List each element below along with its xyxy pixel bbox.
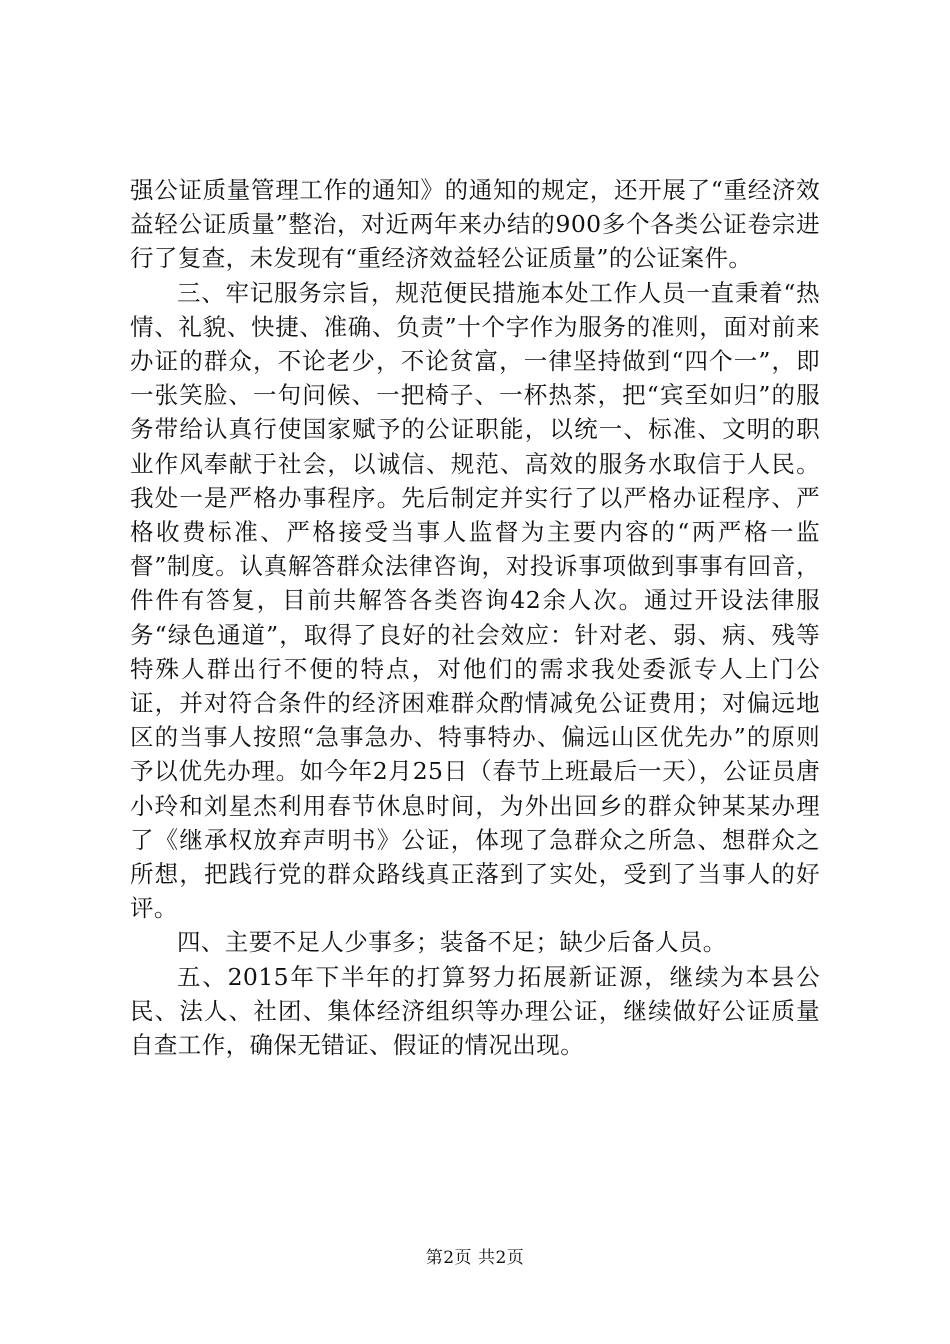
document-body (130, 173, 820, 1062)
paragraph-shortcomings: 四、主要不足人少事多；装备不足；缺少后备人员。 (177, 928, 727, 957)
paragraph-continuation: 强公证质量管理工作的通知》的通知的规定，还开展了“重经济效益轻公证质量”整治，对近两年来办结的900多个各类公证卷宗进行了复查，未发现有“重经济效益轻公证质量”的公证案件。 (130, 176, 820, 273)
paragraph-plans: 五、2015年下半年的打算努力拓展新证源，继续为本县公民、法人、社团、集体经济组织等办理公证，继续做好公证质量自查工作，确保无错证、假证的情况出现。 (130, 962, 820, 1060)
paragraph-service-purpose: 三、牢记服务宗旨，规范便民措施本处工作人员一直秉着“热情、礼貌、快捷、准确、负责”十个字作为服务的准则，面对前来办证的群众，不论老少，不论贫富，一律坚持做到“四个一”，即一张笑脸、一句问候、一把椅子、一杯热茶，把“宾至如归”的服务带给认真行使国家赋予的公证职能，以统一、标准、文明的职业作风奉献于社会，以诚信、规范、高效的服务水取信于人民。我处一是严格办事程序。先后制定并实行了以严格办证程序、严格收费标准、严格接受当事人监督为主要内容的“两严格一监督”制度。认真解答群众法律咨询，对投诉事项做到事事有回音，件件有答复，目前共解答各类咨询42余人次。通过开设法律服务“绿色通道”，取得了良好的社会效应：针对老、弱、病、残等特殊人群出行不便的特点，对他们的需求我处委派专人上门公证，并对符合条件的经济困难群众酌情减免公证费用；对偏远地区的当事人按照“急事急办、特事特办、偏远山区优先办”的原则予以优先办理。如今年2月25日（春节上班最后一天），公证员唐小玲和刘星杰利用春节休息时间，为外出回乡的群众钟某某办理了《继承权放弃声明书》公证，体现了急群众之所急、想群众之所想，把践行党的群众路线真正落到了实处，受到了当事人的好评。 (130, 278, 820, 923)
page-number-footer: 第2页 共2页 (425, 1248, 525, 1268)
